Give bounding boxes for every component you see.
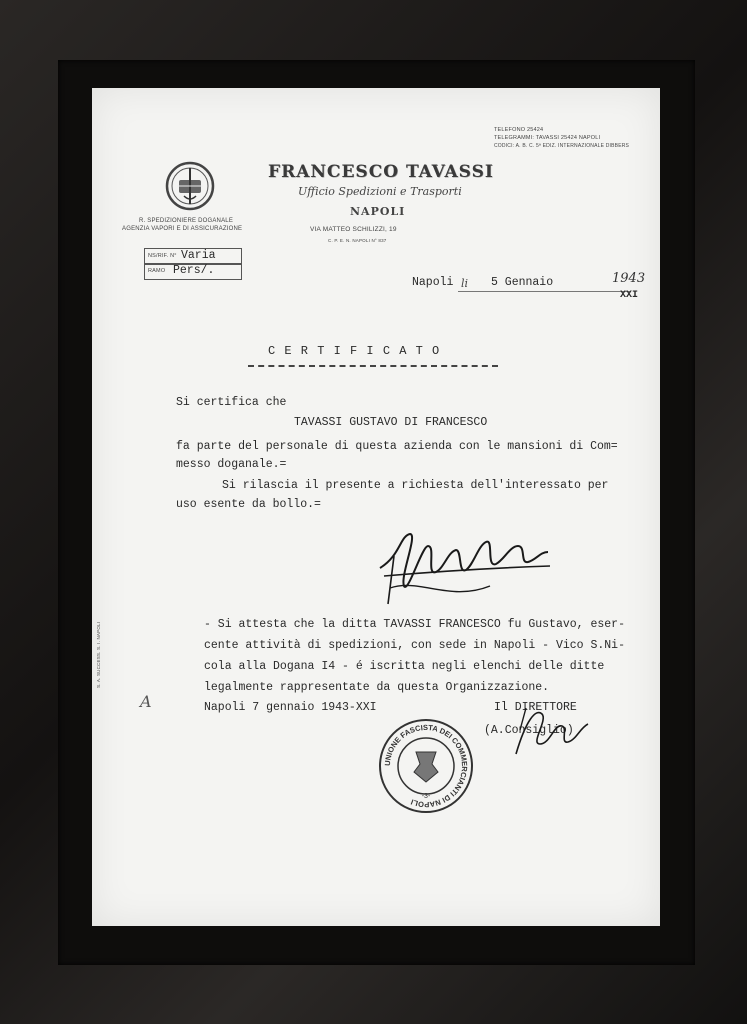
date-city: Napoli <box>412 276 454 289</box>
document-title: C E R T I F I C A T O <box>268 344 441 358</box>
title-underline <box>248 365 498 367</box>
body-line-1: Si certifica che <box>176 396 287 409</box>
codes-line: CODICI: A. B. C. 5ª EDIZ. INTERNAZIONALE DIBBERS <box>494 143 630 149</box>
ramo-label: RAMO <box>148 268 166 274</box>
body-line-4: messo doganale.= <box>176 458 287 471</box>
ns-value: Varia <box>181 249 216 262</box>
company-address: VIA MATTEO SCHILIZZI, 19 <box>310 226 397 233</box>
company-small-line: C. P. E. N. NAPOLI N° 837 <box>328 238 387 243</box>
ns-label: NS/RIF. N° <box>148 253 177 259</box>
ramo-value: Pers/. <box>173 264 215 277</box>
margin-print: S. A. SUCCESS. S. I. NAPOLI <box>96 621 101 688</box>
attestation-line-4: legalmente rappresentate da questa Organizzazione. <box>204 681 550 694</box>
company-emblem-icon <box>164 160 216 212</box>
director-name: (A.Consiglio) <box>484 724 574 737</box>
director-title: Il DIRETTORE <box>494 701 577 714</box>
date-li: li <box>461 277 469 290</box>
attestation-line-3: cola alla Dogana I4 - é iscritta negli elenchi delle ditte <box>204 660 605 673</box>
telegrams-line: TELEGRAMMI: TAVASSI 25424 NAPOLI <box>494 135 601 141</box>
company-name: FRANCESCO TAVASSI <box>268 162 494 182</box>
margin-pencil-mark: A <box>140 692 152 711</box>
stamp-ring-text: UNIONE FASCISTA DEI COMMERCIANTI DI NAPOLI <box>382 722 470 810</box>
role-line-2: AGENZIA VAPORI E DI ASSICURAZIONE <box>122 226 243 232</box>
body-line-5: Si rilascia il presente a richiesta dell'interessato per <box>222 479 609 492</box>
attestation-place-date: Napoli 7 gennaio 1943-XXI <box>204 701 377 714</box>
body-line-3: fa parte del personale di questa azienda con le mansioni di Com= <box>176 440 618 453</box>
stamp-center-text: -3- <box>421 793 431 800</box>
director-signature <box>506 700 596 760</box>
reference-row-ramo <box>144 263 242 280</box>
attestation-line-1: - Si attesta che la ditta TAVASSI FRANCESCO fu Gustavo, eser- <box>204 618 625 631</box>
phone-line: TELEFONO 25424 <box>494 127 544 133</box>
body-line-6: uso esente da bollo.= <box>176 498 321 511</box>
document-paper <box>92 88 660 926</box>
date-year: 1943 <box>612 271 646 286</box>
role-line-1: R. SPEDIZIONIERE DOGANALE <box>139 218 234 224</box>
company-subtitle: Ufficio Spedizioni e Trasporti <box>298 185 462 198</box>
date-day-month: 5 Gennaio <box>491 276 554 289</box>
date-underline <box>458 291 630 292</box>
official-stamp <box>376 716 476 816</box>
certified-name: TAVASSI GUSTAVO DI FRANCESCO <box>294 416 488 429</box>
company-city: NAPOLI <box>350 205 406 218</box>
date-era: XXI <box>620 290 639 301</box>
company-signature <box>370 516 570 606</box>
attestation-line-2: cente attività di spedizioni, con sede in Napoli - Vico S.Ni- <box>204 639 625 652</box>
